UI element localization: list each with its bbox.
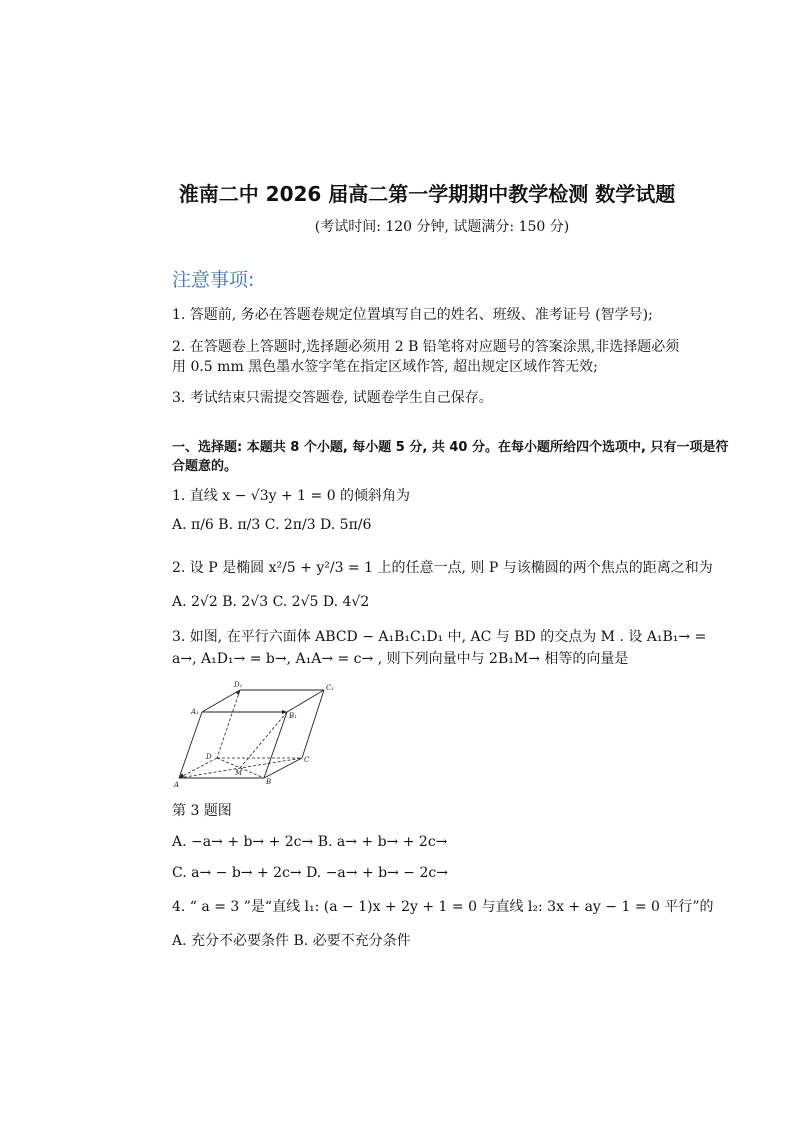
page-title: 淮南二中 2026 届高二第一学期期中教学检测 数学试题 xyxy=(178,182,676,206)
section-heading: 一、选择题: 本题共 8 个小题, 每小题 5 分, 共 40 分。在每小题所给四个选项中, 只有一项是符 xyxy=(172,440,729,455)
q4-stem: 4. “ a = 3 ”是“直线 l₁: (a − 1)x + 2y + 1 = 0 与直线 l₂: 3x + ay − 1 = 0 平行”的 xyxy=(172,899,714,915)
notice-heading: 注意事项: xyxy=(172,269,255,291)
label-d: D xyxy=(206,753,212,761)
q3-stem-2: a→, A₁D₁→ = b→, A₁A→ = c→ , 则下列向量中与 2B₁M→ 相等的向量是 xyxy=(172,651,629,667)
q3-caption: 第 3 题图 xyxy=(172,803,232,819)
label-b: B xyxy=(266,778,272,786)
q2-stem: 2. 设 P 是椭圆 x²/5 + y²/3 = 1 上的任意一点, 则 P 与该椭圆的两个焦点的距离之和为 xyxy=(172,560,713,576)
q1-options: A. π/6 B. π/3 C. 2π/3 D. 5π/6 xyxy=(172,517,372,533)
section-heading-cont: 合题意的。 xyxy=(172,459,238,474)
parallelepiped-figure xyxy=(172,678,347,793)
q3-stem-1: 3. 如图, 在平行六面体 ABCD − A₁B₁C₁D₁ 中, AC 与 BD 的交点为 M . 设 A₁B₁→ = xyxy=(172,629,707,645)
notice-item-3: 3. 考试结束只需提交答题卷, 试题卷学生自己保存。 xyxy=(172,390,493,406)
label-a1: A₁ xyxy=(191,708,199,716)
notice-item-2-cont: 用 0.5 mm 黑色墨水签字笔在指定区域作答, 超出规定区域作答无效; xyxy=(172,359,598,375)
label-b1: B₁ xyxy=(289,712,297,720)
label-c: C xyxy=(304,756,310,764)
q3-options-ab: A. −a→ + b→ + 2c→ B. a→ + b→ + 2c→ xyxy=(172,834,448,850)
q1-stem: 1. 直线 x − √3y + 1 = 0 的倾斜角为 xyxy=(172,488,411,504)
notice-item-1: 1. 答题前, 务必在答题卷规定位置填写自己的姓名、班级、准考证号 (智学号); xyxy=(172,307,653,323)
notice-item-2: 2. 在答题卷上答题时,选择题必须用 2 B 铅笔将对应题号的答案涂黑,非选择题必须 xyxy=(172,339,680,355)
label-a: A xyxy=(174,781,180,789)
label-d1: D₁ xyxy=(234,681,243,689)
label-m: M xyxy=(235,769,243,777)
q4-options: A. 充分不必要条件 B. 必要不充分条件 xyxy=(172,933,411,949)
label-c1: C₁ xyxy=(326,684,335,692)
exam-info: (考试时间: 120 分钟, 试题满分: 150 分) xyxy=(314,219,570,235)
q2-options: A. 2√2 B. 2√3 C. 2√5 D. 4√2 xyxy=(172,594,370,610)
q3-options-cd: C. a→ − b→ + 2c→ D. −a→ + b→ − 2c→ xyxy=(172,865,448,881)
